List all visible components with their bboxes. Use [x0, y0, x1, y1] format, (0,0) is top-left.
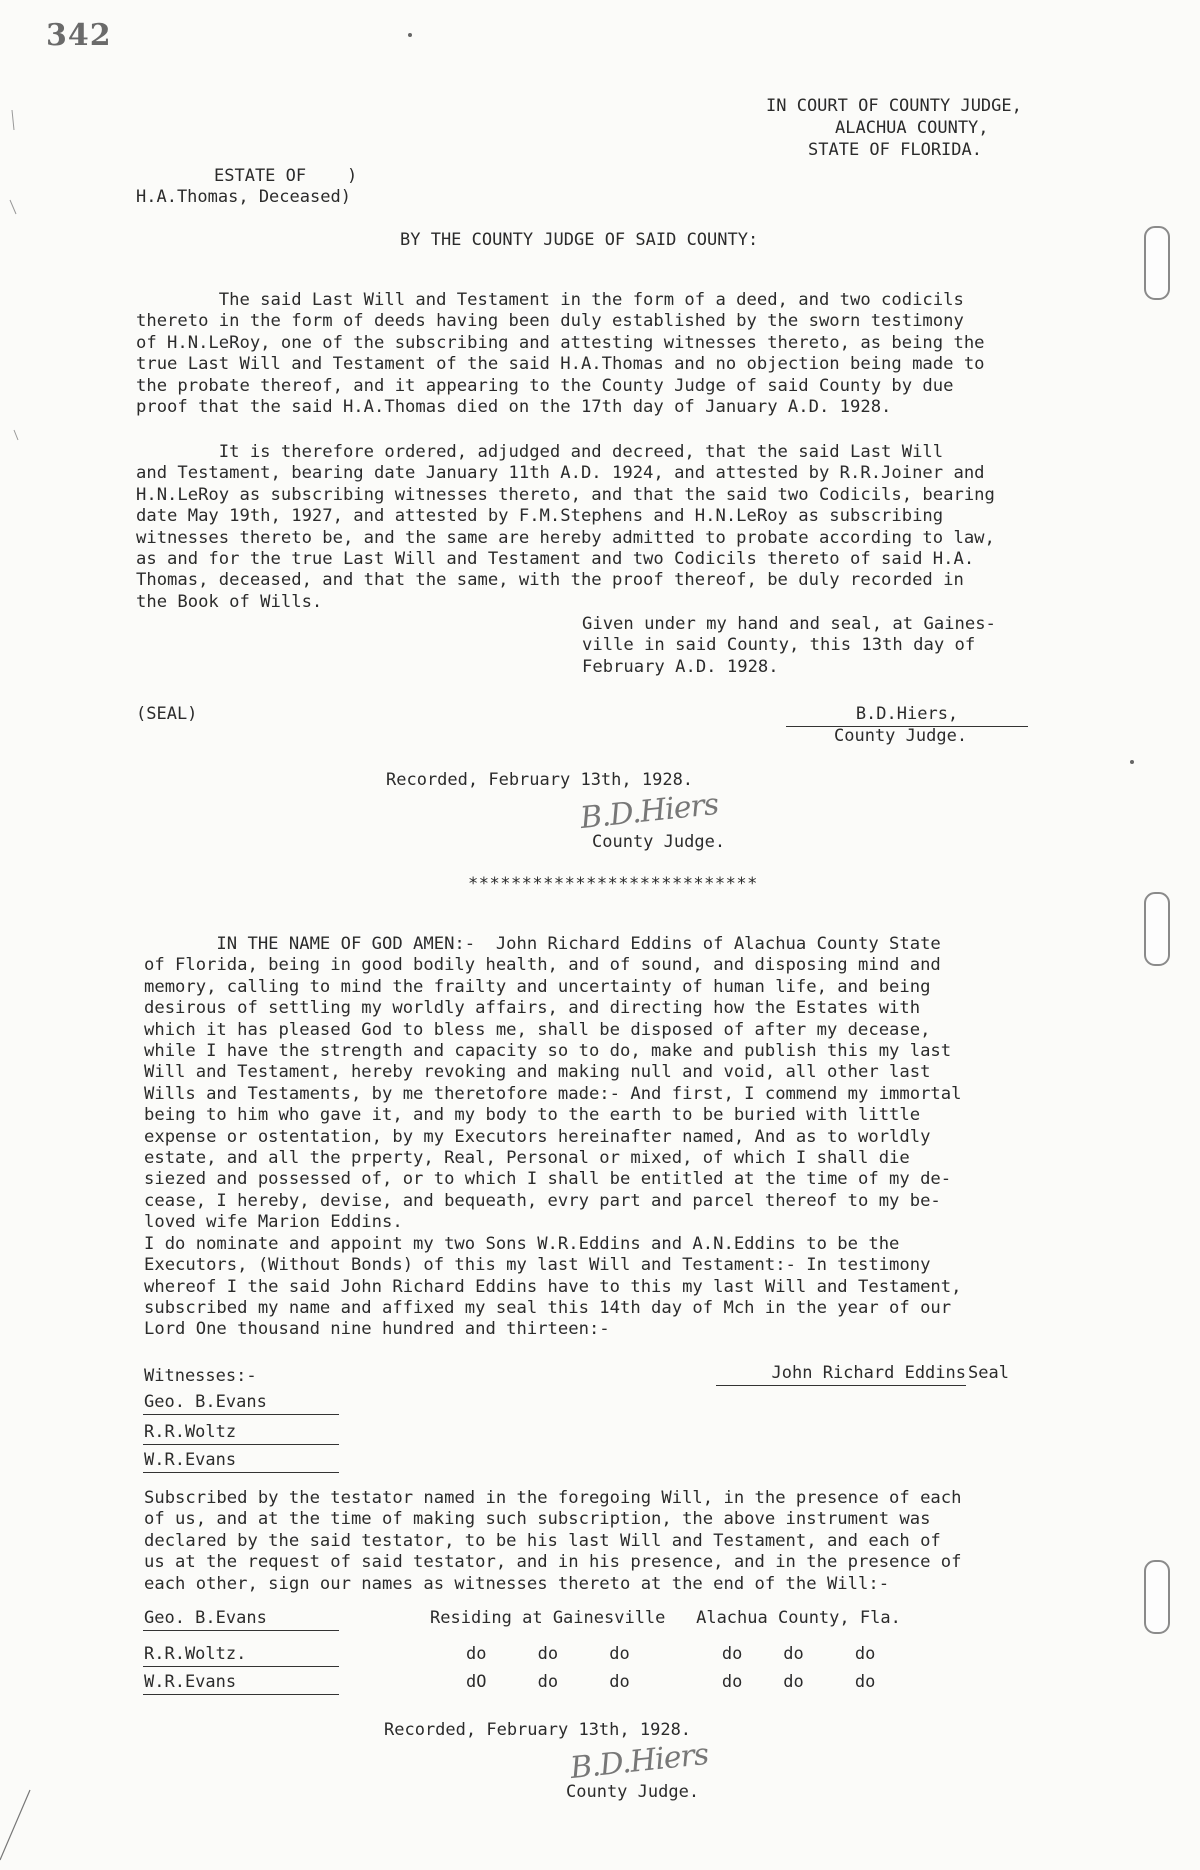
will-line: expense or ostentation, by my Executors hereinafter named, And as to worldly [144, 1126, 931, 1147]
order-p2-line: Thomas, deceased, and that the same, with the proof thereof, be duly recorded in [136, 570, 964, 591]
attest-line-3 [143, 1694, 339, 1695]
scan-speck [408, 33, 412, 37]
attest-residence-2: do do do do do do [466, 1644, 876, 1664]
order-p2-line: and Testament, bearing date January 11th A.D. 1924, and attested by R.R.Joiner and [136, 463, 985, 484]
order-p1-line: the probate thereof, and it appearing to the County Judge of said County by due [136, 375, 954, 396]
court-header-line1: IN COURT OF COUNTY JUDGE, [766, 96, 1022, 116]
witness-name-1: Geo. B.Evans [144, 1392, 267, 1412]
will-line: Wills and Testaments, by me theretofore made:- And first, I commend my immortal [144, 1083, 962, 1104]
witness-name-3: W.R.Evans [144, 1450, 237, 1470]
given-line: Given under my hand and seal, at Gaines- [582, 614, 996, 634]
will-line: I do nominate and appoint my two Sons W.R.Eddins and A.N.Eddins to be the [144, 1233, 900, 1254]
estate-caption-line1: ESTATE OF ) [214, 166, 358, 186]
will-line: IN THE NAME OF GOD AMEN:- John Richard Eddins of Alachua County State [144, 934, 941, 954]
order-p1-line: thereto in the form of deeds having been duly established by the sworn testimony [136, 311, 964, 332]
order-p2-line: the Book of Wills. [136, 591, 323, 612]
recorded-date-1: Recorded, February 13th, 1928. [386, 770, 694, 790]
estate-caption-line2: H.A.Thomas, Deceased) [136, 187, 351, 207]
order-p2-line: witnesses thereto be, and the same are hereby admitted to probate according to law, [136, 527, 995, 548]
will-line: Will and Testament, hereby revoking and making null and void, all other last [144, 1062, 931, 1083]
order-p2-line: as and for the true Last Will and Testament and two Codicils thereto of said H.A. [136, 549, 975, 570]
witnesses-label: Witnesses:- [144, 1366, 257, 1386]
judge-title: County Judge. [834, 726, 968, 746]
order-p1-line: true Last Will and Testament of the said H.A.Thomas and no objection being made to [136, 354, 985, 375]
will-line: subscribed my name and affixed my seal this 14th day of Mch in the year of our [144, 1297, 952, 1318]
attestation-line: Subscribed by the testator named in the foregoing Will, in the presence of each [144, 1488, 962, 1508]
court-header-line3: STATE OF FLORIDA. [808, 140, 982, 160]
order-p2-line: H.N.LeRoy as subscribing witnesses thereto, and that the said two Codicils, bearing [136, 484, 995, 505]
will-line: being to him who gave it, and my body to the earth to be buried with little [144, 1105, 921, 1126]
binder-ring-middle [1144, 892, 1170, 966]
page-number: 342 [46, 18, 112, 53]
will-line: which it has pleased God to bless me, shall be disposed of after my decease, [144, 1019, 931, 1040]
recorded-title-1: County Judge. [592, 832, 726, 852]
will-line: memory, calling to mind the frailty and uncertainty of human life, and being [144, 976, 931, 997]
judge-signature-2: B.D.Hiers [568, 1736, 710, 1787]
order-paragraph-2 [136, 442, 995, 613]
attestation-line: each other, sign our names as witnesses thereto at the end of the Will:- [144, 1573, 890, 1594]
binder-ring-bottom [1144, 1560, 1170, 1634]
order-p1-line: proof that the said H.A.Thomas died on the 17th day of January A.D. 1928. [136, 397, 892, 418]
attest-line-2 [143, 1666, 339, 1667]
given-under-hand [582, 614, 996, 678]
witness-line-1 [143, 1414, 339, 1415]
seal-label: (SEAL) [136, 704, 198, 724]
will-line: whereof I the said John Richard Eddins have to this my last Will and Testament, [144, 1276, 962, 1297]
attesting-witness-3: W.R.Evans [144, 1672, 237, 1692]
attesting-witness-2: R.R.Woltz. [144, 1644, 247, 1664]
attestation-line: of us, and at the time of making such subscription, the above instrument was [144, 1509, 931, 1530]
witness-line-2 [143, 1444, 339, 1445]
will-body [144, 934, 961, 1341]
by-county-judge-heading: BY THE COUNTY JUDGE OF SAID COUNTY: [400, 230, 759, 250]
attesting-witness-1: Geo. B.Evans [144, 1608, 267, 1628]
witness-name-2: R.R.Woltz [144, 1422, 237, 1442]
will-line: of Florida, being in good bodily health, and of sound, and disposing mind and [144, 955, 941, 976]
order-paragraph-1 [136, 290, 985, 418]
separator-asterisks: *************************** [468, 874, 758, 894]
witness-line-3 [143, 1472, 339, 1473]
will-line: siezed and possessed of, or to which I shall be entitled at the time of my de- [144, 1169, 952, 1190]
will-line: estate, and all the prperty, Real, Personal or mixed, of which I shall die [144, 1148, 910, 1169]
given-line: February A.D. 1928. [582, 656, 779, 677]
scan-edge-marks [0, 0, 40, 1870]
attest-residence-3: dO do do do do do [466, 1672, 876, 1692]
will-line: loved wife Marion Eddins. [144, 1212, 403, 1233]
attestation-clause [144, 1488, 961, 1595]
given-line: ville in said County, this 13th day of [582, 635, 976, 656]
testator-signature: John Richard Eddins [716, 1363, 966, 1386]
recorded-title-2: County Judge. [566, 1782, 700, 1802]
attest-line-1 [143, 1630, 339, 1631]
scan-speck [1130, 760, 1134, 764]
judge-signature-1: B.D.Hiers [578, 786, 720, 837]
will-line: Lord One thousand nine hundred and thirteen:- [144, 1319, 610, 1340]
will-line: cease, I hereby, devise, and bequeath, evry part and parcel thereof to my be- [144, 1190, 941, 1211]
attestation-line: declared by the said testator, to be his last Will and Testament, and each of [144, 1530, 941, 1551]
judge-name: B.D.Hiers, [786, 704, 1028, 727]
will-line: Executors, (Without Bonds) of this my last Will and Testament:- In testimony [144, 1255, 931, 1276]
attestation-line: us at the request of said testator, and in his presence, and in the presence of [144, 1552, 962, 1573]
order-p2-line: It is therefore ordered, adjudged and decreed, that the said Last Will [136, 442, 944, 462]
order-p1-line: The said Last Will and Testament in the form of a deed, and two codicils [136, 290, 964, 310]
will-line: desirous of settling my worldly affairs, and directing how the Estates with [144, 998, 921, 1019]
will-line: while I have the strength and capacity so to do, make and publish this my last [144, 1041, 952, 1062]
order-p2-line: date May 19th, 1927, and attested by F.M.Stephens and H.N.LeRoy as subscribing [136, 506, 944, 527]
court-header-line2: ALACHUA COUNTY, [835, 118, 989, 138]
order-p1-line: of H.N.LeRoy, one of the subscribing and attesting witnesses thereto, as being the [136, 332, 985, 353]
testator-seal-word: Seal [968, 1363, 1009, 1383]
binder-ring-top [1144, 226, 1170, 300]
attest-residence-1: Residing at Gainesville Alachua County, Fla. [430, 1608, 901, 1628]
recorded-date-2: Recorded, February 13th, 1928. [384, 1720, 692, 1740]
